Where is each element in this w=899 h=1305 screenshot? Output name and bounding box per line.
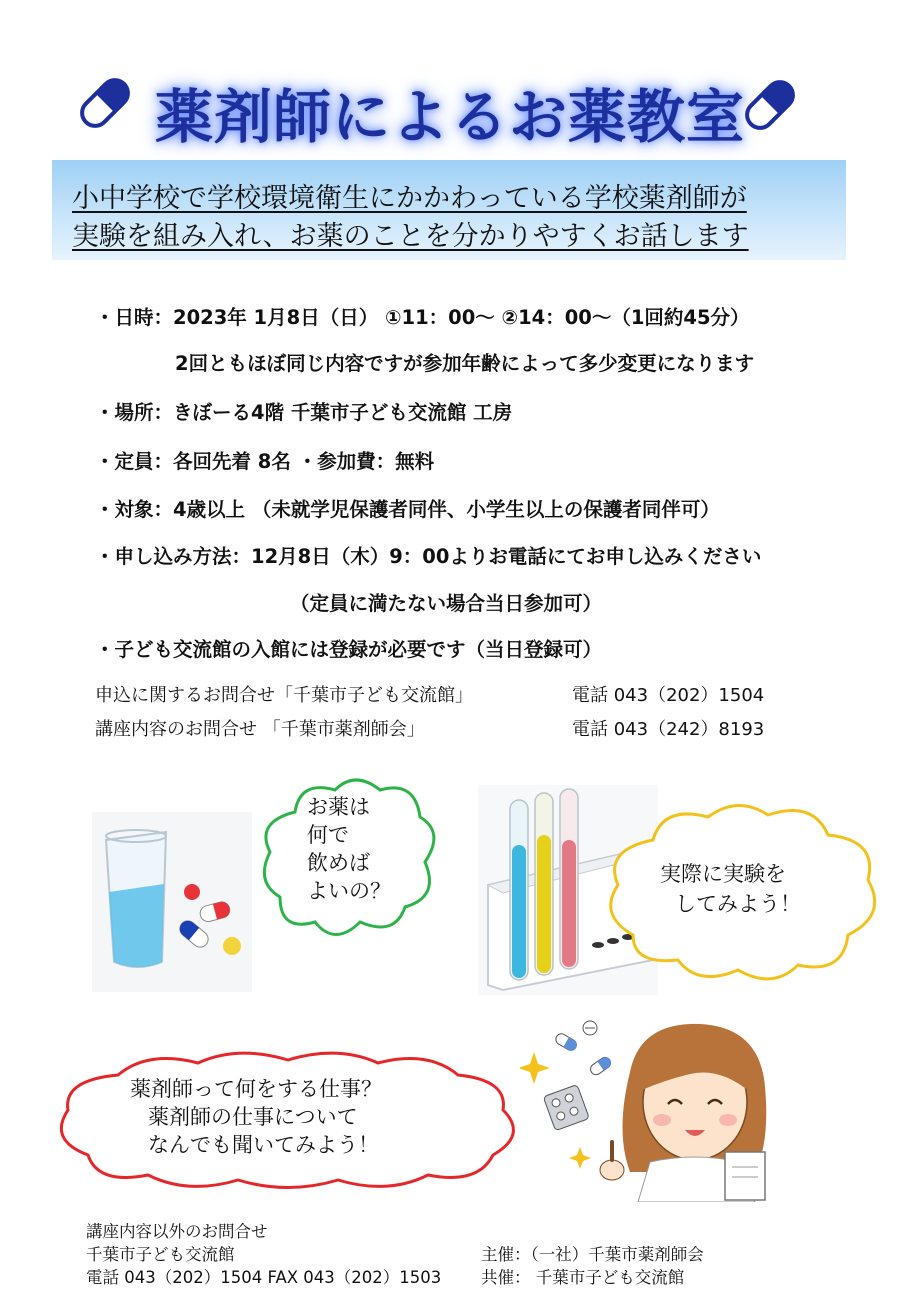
contact-content-phone: 電話 043（242）8193	[572, 719, 765, 740]
event-date-note: 2回ともほぼ同じ内容ですが参加年齢によって多少変更になります	[175, 352, 755, 375]
capsule-icon	[735, 70, 805, 140]
banner-line-1: 小中学校で学校環境衛生にかかわっている学校薬剤師が	[72, 183, 747, 214]
pharmacist-bubble-line-2: 薬剤師の仕事について	[148, 1105, 358, 1129]
experiment-bubble-line-1: 実際に実験を	[660, 862, 786, 886]
footer-phone: 電話 043（202）1504 FAX 043（202）1503	[86, 1268, 442, 1287]
intro-banner	[52, 160, 846, 260]
medicine-bubble-line-2: 何で	[307, 823, 349, 847]
title-area	[60, 60, 840, 150]
capsule-icon	[70, 68, 140, 138]
event-date: ・日時：2023年 1月8日（日） ①11：00～ ②14：00～（1回約45分）	[95, 306, 750, 329]
contact-content-label: 講座内容のお問合せ 「千葉市薬剤師会」	[95, 719, 425, 740]
pills-image	[170, 878, 250, 963]
event-capacity: ・定員：各回先着 8名 ・参加費：無料	[95, 450, 435, 473]
medicine-bubble-line-1: お薬は	[307, 795, 370, 819]
pharmacist-illustration	[520, 1012, 800, 1202]
footer-title: 講座内容以外のお問合せ	[86, 1222, 268, 1241]
medicine-bubble-line-4: よいの？	[307, 879, 391, 903]
experiment-bubble-line-2: してみよう！	[675, 892, 801, 916]
event-place: ・場所：きぼーる4階 千葉市子ども交流館 工房	[95, 401, 513, 424]
footer-organizer: 主催：（一社）千葉市薬剤師会	[481, 1245, 704, 1264]
event-registration: ・子ども交流館の入館には登録が必要です（当日登録可）	[95, 638, 603, 661]
medicine-bubble-line-3: 飲めば	[307, 851, 370, 875]
pharmacist-bubble-line-3: なんでも聞いてみよう！	[148, 1133, 379, 1157]
contact-apply-phone: 電話 043（202）1504	[572, 685, 765, 706]
event-apply: ・申し込み方法：12月8日（木）9：00よりお電話にてお申し込みください	[95, 545, 762, 568]
event-target: ・対象：4歳以上 （未就学児保護者同伴、小学生以上の保護者同伴可）	[95, 498, 720, 521]
page-title: 薬剤師によるお薬教室	[155, 83, 746, 151]
footer-org: 千葉市子ども交流館	[86, 1245, 235, 1264]
contact-apply-label: 申込に関するお問合せ「千葉市子ども交流館」	[95, 685, 473, 706]
footer-co-organizer: 共催： 千葉市子ども交流館	[481, 1268, 685, 1287]
pharmacist-bubble-line-1: 薬剤師って何をする仕事？	[130, 1077, 382, 1101]
banner-line-2: 実験を組み入れ、お薬のことを分かりやすくお話します	[72, 221, 749, 252]
event-apply-note: （定員に満たない場合当日参加可）	[290, 592, 603, 615]
